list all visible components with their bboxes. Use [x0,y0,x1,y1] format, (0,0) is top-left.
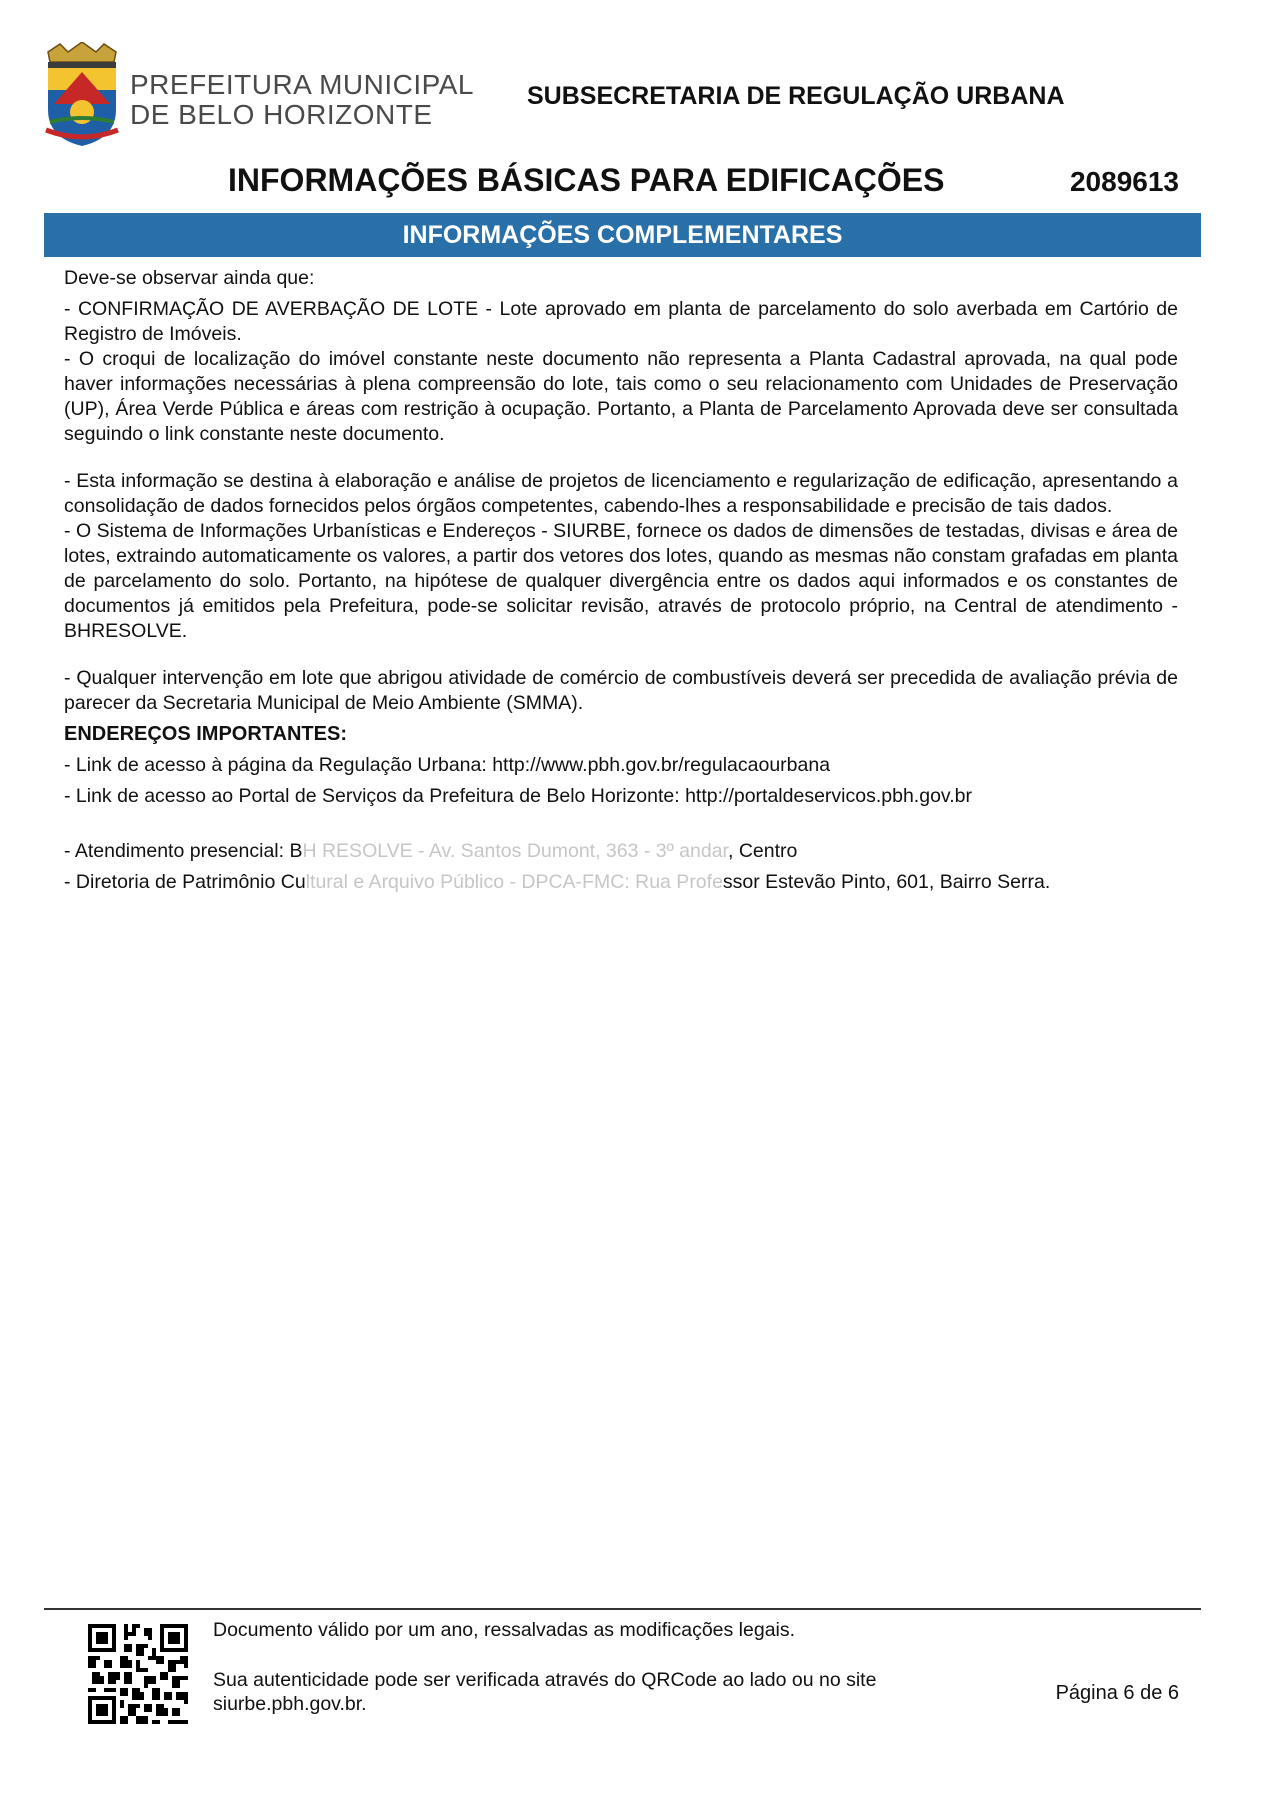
intro-text: Deve-se observar ainda que: [64,267,315,289]
diretoria-text-c: ssor Estevão Pinto, 601, Bairro Serra. [722,871,1051,893]
diretoria-patrimonio [64,870,1178,895]
atendimento-text-b: H RESOLVE - Av. Santos Dumont, 363 - 3º andar [302,840,728,862]
footer-text [213,1618,876,1716]
info-item-combustiveis: - Qualquer intervenção em lote que abrigou atividade de comércio de combustíveis deverá ser precedida de avaliação prévia de parecer da Secretaria Municipal de Meio Ambiente (SMMA). [64,667,1178,714]
complementary-info-content [64,266,1178,895]
document-number: 2089613 [1069,166,1179,197]
page-title: INFORMAÇÕES BÁSICAS PARA EDIFICAÇÕES [228,162,945,198]
subsecretaria-title: SUBSECRETARIA DE REGULAÇÃO URBANA [527,82,1065,110]
section-header-band [44,213,1201,257]
atendimento-text-c: , Centro [727,840,798,862]
page-number: Página 6 de 6 [1055,1682,1179,1704]
org-name-line-2: DE BELO HORIZONTE [130,99,433,130]
link-regulacao-urbana[interactable]: - Link de acesso à página da Regulação Urbana: http://www.pbh.gov.br/regulacaourbana [64,754,831,776]
authenticity-note-line-1: Sua autenticidade pode ser verificada através do QRCode ao lado ou no site [213,1669,877,1691]
info-item-elaboracao: - Esta informação se destina à elaboração e análise de projetos de licenciamento e regularização de edificação, apresentando a consolidação de dados fornecidos pelos órgãos competentes, cabendo-lhes a responsabilidade e precisão de tais dados. [64,470,1178,517]
info-item-croqui: - O croqui de localização do imóvel constante neste documento não representa a Planta Cadastral aprovada, na qual pode haver informações necessárias à plena compreensão do lote, tais como o seu relacionamento com Unidades de Preservação (UP), Área Verde Pública e áreas com restrição à ocupação. Portanto, a Planta de Parcelamento Aprovada deve ser consultada seguindo o link constante neste documento. [64,348,1178,445]
info-item-siurbe: - O Sistema de Informações Urbanísticas e Endereços - SIURBE, fornece os dados de dimensões de testadas, divisas e área de lotes, extraindo automaticamente os valores, a partir dos vetores dos lotes, quando as mesmas não constam grafadas em planta de parcelamento do solo. Portanto, na hipótese de qualquer divergência entre os dados aqui informados e os constantes de documentos já emitidos pela Prefeitura, pode-se solicitar revisão, através de protocolo próprio, na Central de atendimento - BHRESOLVE. [64,520,1178,642]
footer-divider [44,1608,1201,1610]
addresses-heading: ENDEREÇOS IMPORTANTES: [64,723,347,745]
qr-code-icon [88,1624,188,1724]
authenticity-note-line-2: siurbe.pbh.gov.br. [213,1693,367,1715]
atendimento-text-a: - Atendimento presencial: B [64,840,303,862]
prefeitura-coat-of-arms-logo [42,42,122,146]
link-portal-servicos[interactable]: - Link de acesso ao Portal de Serviços da Prefeitura de Belo Horizonte: http://portaldeservicos.pbh.gov.br [64,785,972,807]
section-title: INFORMAÇÕES COMPLEMENTARES [402,221,843,249]
diretoria-text-a: - Diretoria de Patrimônio Cu [64,871,306,893]
validity-note: Documento válido por um ano, ressalvadas as modificações legais. [213,1619,796,1641]
diretoria-text-b: ltural e Arquivo Público - DPCA-FMC: Rua Profe [305,871,723,893]
org-name-line-1: PREFEITURA MUNICIPAL [130,69,474,100]
info-item-averbacao: - CONFIRMAÇÃO DE AVERBAÇÃO DE LOTE - Lote aprovado em planta de parcelamento do solo averbada em Cartório de Registro de Imóveis. [64,298,1178,345]
prefeitura-logo-text [130,70,474,130]
atendimento-presencial [64,839,1178,864]
